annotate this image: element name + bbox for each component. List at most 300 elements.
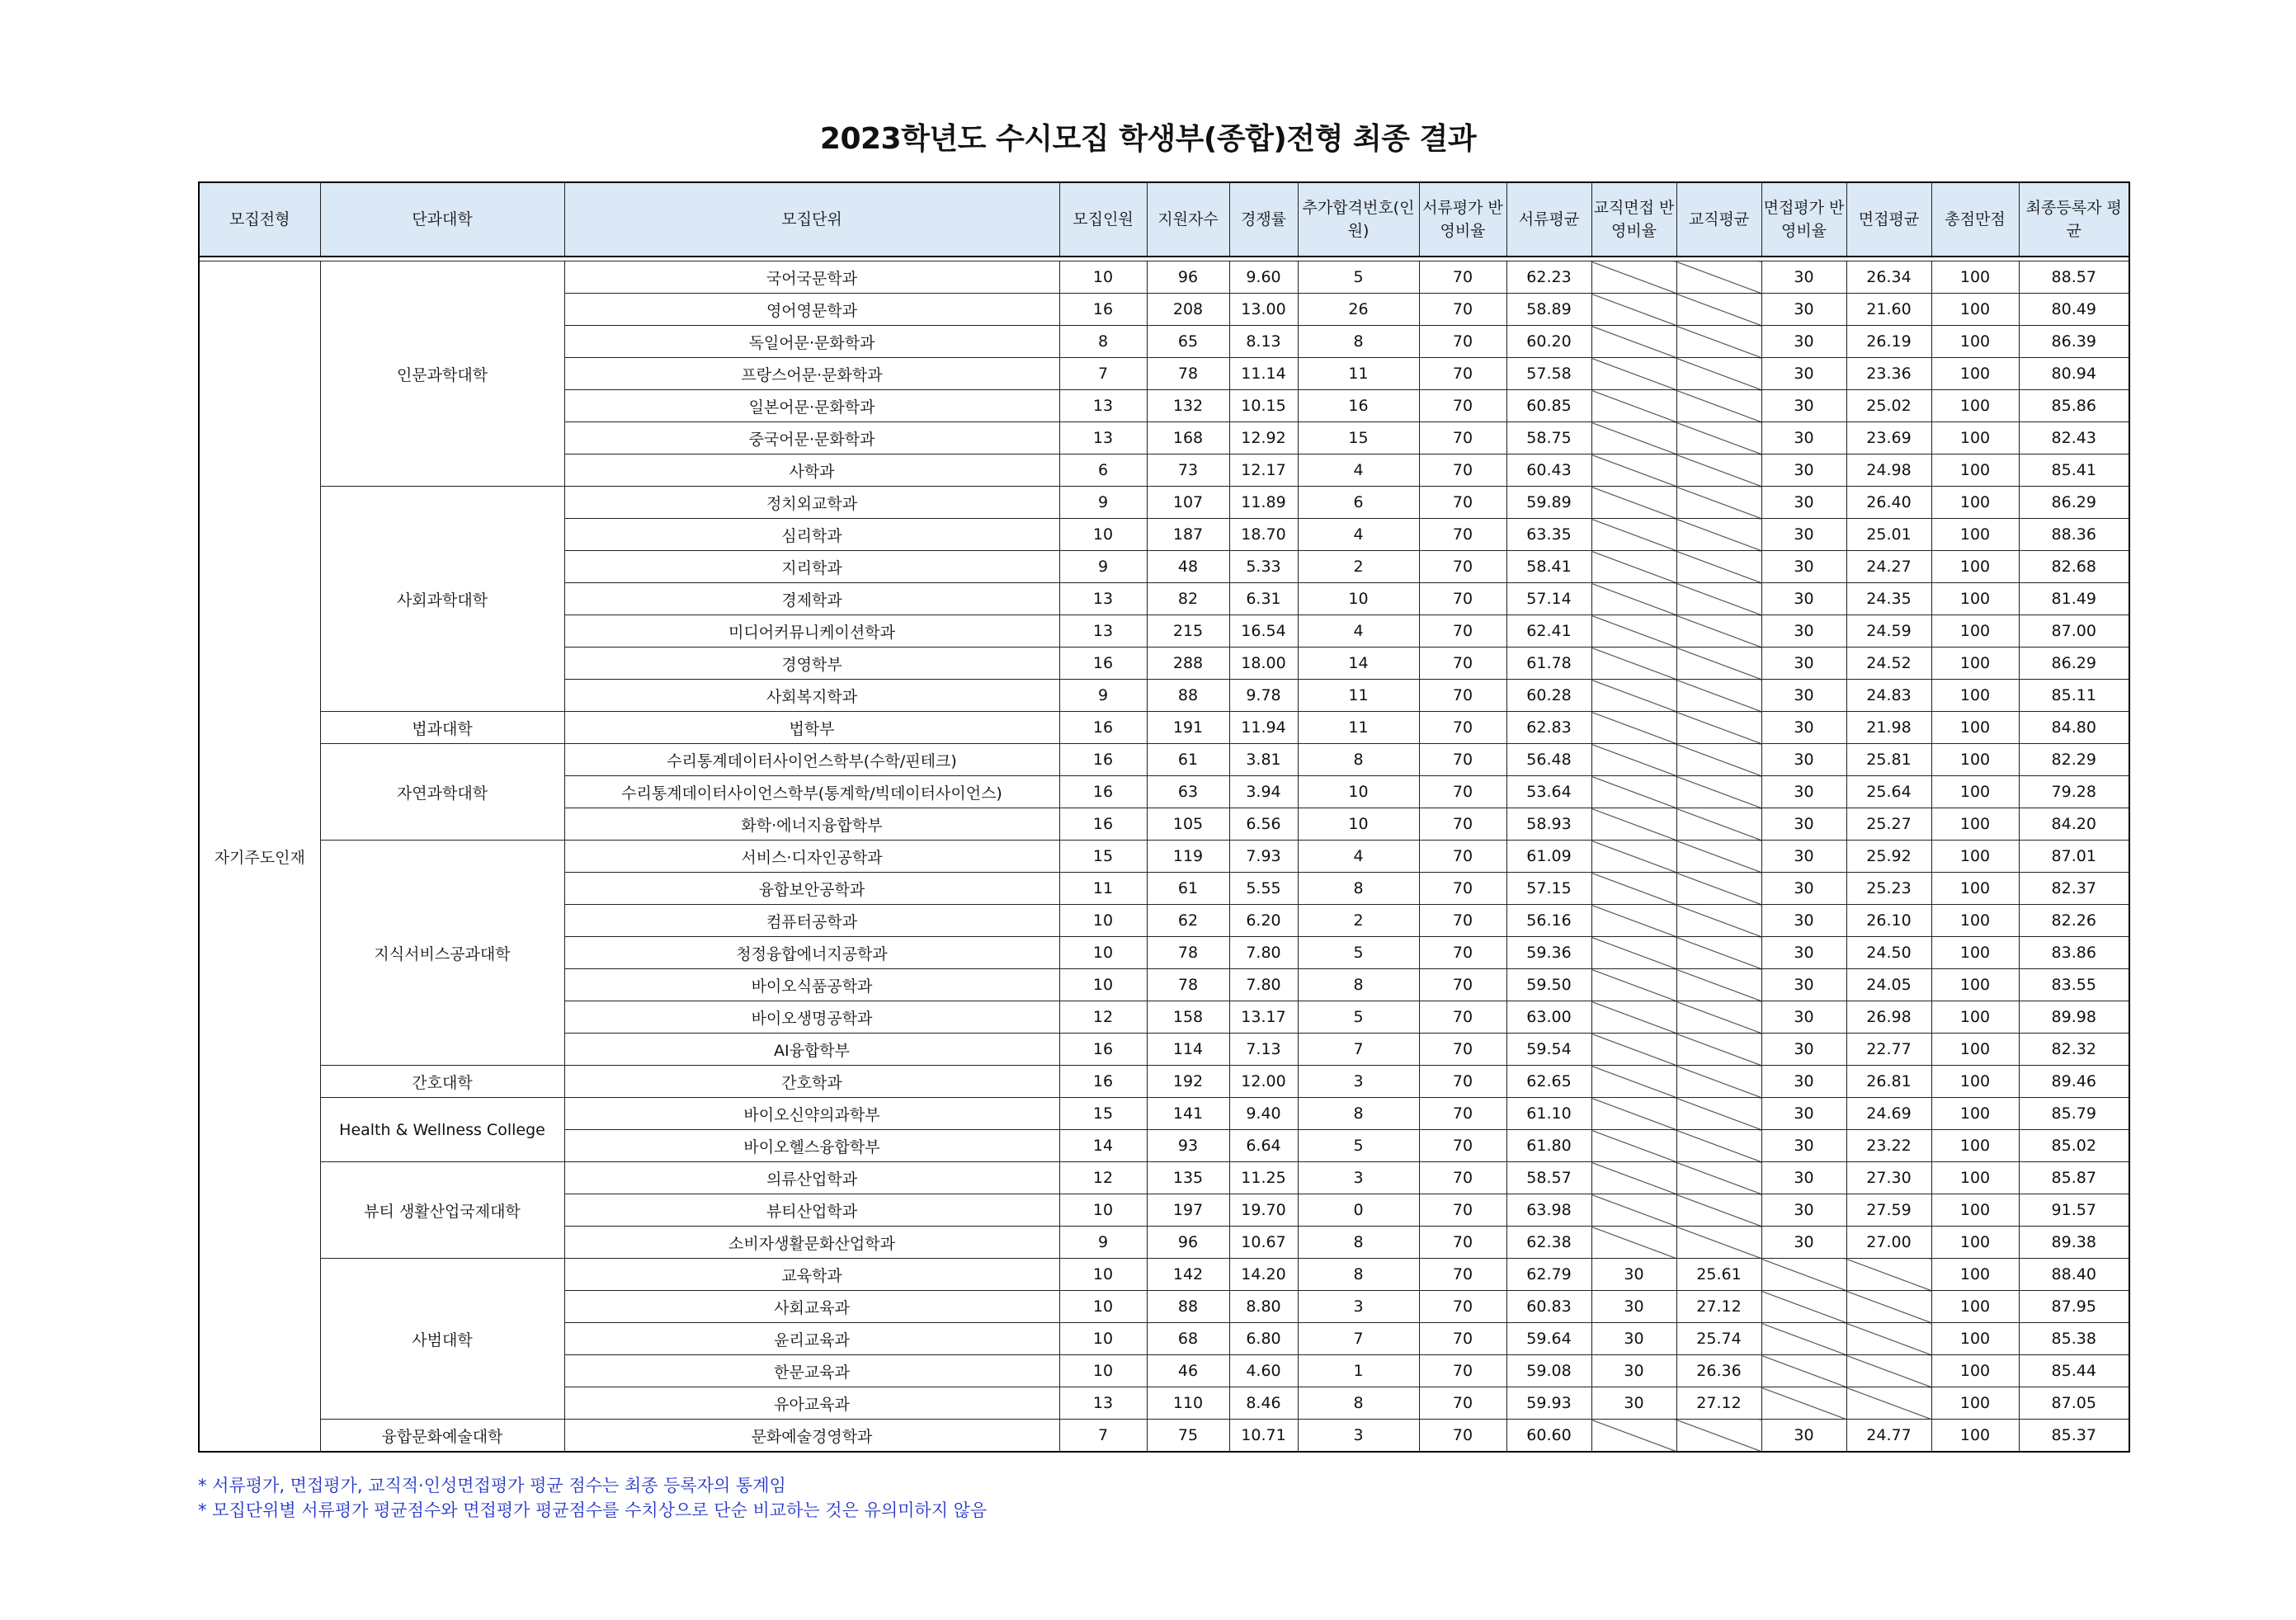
unit-cell: 유아교육과 bbox=[564, 1387, 1059, 1420]
int-weight-cell: 30 bbox=[1761, 1098, 1846, 1130]
total-cell: 100 bbox=[1931, 1162, 2019, 1194]
additional-cell: 8 bbox=[1298, 873, 1419, 905]
total-cell: 100 bbox=[1931, 454, 2019, 487]
int-avg-cell: 24.69 bbox=[1846, 1098, 1931, 1130]
doc-avg-cell: 62.23 bbox=[1506, 261, 1591, 294]
total-cell: 100 bbox=[1931, 1130, 2019, 1162]
quota-cell: 12 bbox=[1059, 1001, 1147, 1034]
admission-type-cell: 자기주도인재 bbox=[199, 261, 320, 1453]
quota-cell: 15 bbox=[1059, 1098, 1147, 1130]
unit-cell: 소비자생활문화산업학과 bbox=[564, 1227, 1059, 1259]
doc-avg-cell: 59.93 bbox=[1506, 1387, 1591, 1420]
quota-cell: 7 bbox=[1059, 358, 1147, 390]
quota-cell: 10 bbox=[1059, 969, 1147, 1001]
teach-weight-cell bbox=[1591, 422, 1676, 454]
int-avg-cell: 27.30 bbox=[1846, 1162, 1931, 1194]
college-cell: 사회과학대학 bbox=[320, 487, 564, 712]
doc-weight-cell: 70 bbox=[1419, 1227, 1506, 1259]
doc-avg-cell: 61.09 bbox=[1506, 841, 1591, 873]
teach-avg-cell bbox=[1676, 1034, 1761, 1066]
additional-cell: 8 bbox=[1298, 1259, 1419, 1291]
quota-cell: 14 bbox=[1059, 1130, 1147, 1162]
table-row bbox=[199, 1066, 2129, 1098]
unit-cell: 간호학과 bbox=[564, 1066, 1059, 1098]
doc-weight-cell: 70 bbox=[1419, 390, 1506, 422]
teach-avg-cell bbox=[1676, 390, 1761, 422]
unit-cell: 바이오식품공학과 bbox=[564, 969, 1059, 1001]
unit-cell: 윤리교육과 bbox=[564, 1323, 1059, 1355]
additional-cell: 8 bbox=[1298, 1387, 1419, 1420]
applicants-cell: 119 bbox=[1147, 841, 1229, 873]
total-cell: 100 bbox=[1931, 1194, 2019, 1227]
doc-avg-cell: 60.43 bbox=[1506, 454, 1591, 487]
additional-cell: 8 bbox=[1298, 1098, 1419, 1130]
teach-avg-cell bbox=[1676, 1194, 1761, 1227]
quota-cell: 8 bbox=[1059, 326, 1147, 358]
additional-cell: 1 bbox=[1298, 1355, 1419, 1387]
additional-cell: 4 bbox=[1298, 841, 1419, 873]
int-avg-cell bbox=[1846, 1355, 1931, 1387]
quota-cell: 6 bbox=[1059, 454, 1147, 487]
int-weight-cell: 30 bbox=[1761, 454, 1846, 487]
doc-weight-cell: 70 bbox=[1419, 841, 1506, 873]
int-avg-cell: 24.27 bbox=[1846, 551, 1931, 583]
doc-weight-cell: 70 bbox=[1419, 422, 1506, 454]
total-cell: 100 bbox=[1931, 841, 2019, 873]
ratio-cell: 10.15 bbox=[1229, 390, 1298, 422]
final-avg-cell: 89.98 bbox=[2019, 1001, 2129, 1034]
teach-avg-cell bbox=[1676, 905, 1761, 937]
unit-cell: AI융합학부 bbox=[564, 1034, 1059, 1066]
total-cell: 100 bbox=[1931, 937, 2019, 969]
unit-cell: 화학·에너지융합학부 bbox=[564, 808, 1059, 841]
total-cell: 100 bbox=[1931, 905, 2019, 937]
doc-weight-cell: 70 bbox=[1419, 1130, 1506, 1162]
ratio-cell: 10.67 bbox=[1229, 1227, 1298, 1259]
additional-cell: 5 bbox=[1298, 261, 1419, 294]
teach-weight-cell bbox=[1591, 1162, 1676, 1194]
unit-cell: 정치외교학과 bbox=[564, 487, 1059, 519]
unit-cell: 바이오헬스융합학부 bbox=[564, 1130, 1059, 1162]
applicants-cell: 82 bbox=[1147, 583, 1229, 615]
additional-cell: 8 bbox=[1298, 326, 1419, 358]
unit-cell: 중국어문·문화학과 bbox=[564, 422, 1059, 454]
int-avg-cell bbox=[1846, 1323, 1931, 1355]
ratio-cell: 7.80 bbox=[1229, 969, 1298, 1001]
ratio-cell: 13.00 bbox=[1229, 294, 1298, 326]
applicants-cell: 197 bbox=[1147, 1194, 1229, 1227]
applicants-cell: 110 bbox=[1147, 1387, 1229, 1420]
doc-avg-cell: 57.58 bbox=[1506, 358, 1591, 390]
doc-avg-cell: 59.54 bbox=[1506, 1034, 1591, 1066]
int-avg-cell: 25.23 bbox=[1846, 873, 1931, 905]
final-avg-cell: 85.44 bbox=[2019, 1355, 2129, 1387]
teach-avg-cell bbox=[1676, 615, 1761, 648]
teach-weight-cell bbox=[1591, 1420, 1676, 1453]
applicants-cell: 73 bbox=[1147, 454, 1229, 487]
applicants-cell: 96 bbox=[1147, 1227, 1229, 1259]
teach-avg-cell bbox=[1676, 1098, 1761, 1130]
quota-cell: 10 bbox=[1059, 519, 1147, 551]
total-cell: 100 bbox=[1931, 680, 2019, 712]
applicants-cell: 88 bbox=[1147, 680, 1229, 712]
additional-cell: 4 bbox=[1298, 454, 1419, 487]
int-weight-cell: 30 bbox=[1761, 583, 1846, 615]
table-row bbox=[199, 841, 2129, 873]
doc-avg-cell: 53.64 bbox=[1506, 776, 1591, 808]
header-ratio: 경쟁률 bbox=[1229, 182, 1298, 257]
applicants-cell: 142 bbox=[1147, 1259, 1229, 1291]
header-additional: 추가합격번호(인원) bbox=[1298, 182, 1419, 257]
total-cell: 100 bbox=[1931, 1259, 2019, 1291]
table-row bbox=[199, 744, 2129, 776]
int-avg-cell: 24.77 bbox=[1846, 1420, 1931, 1453]
int-weight-cell: 30 bbox=[1761, 744, 1846, 776]
ratio-cell: 19.70 bbox=[1229, 1194, 1298, 1227]
teach-avg-cell bbox=[1676, 261, 1761, 294]
doc-weight-cell: 70 bbox=[1419, 937, 1506, 969]
doc-avg-cell: 58.89 bbox=[1506, 294, 1591, 326]
quota-cell: 10 bbox=[1059, 1355, 1147, 1387]
teach-weight-cell bbox=[1591, 648, 1676, 680]
ratio-cell: 4.60 bbox=[1229, 1355, 1298, 1387]
ratio-cell: 11.25 bbox=[1229, 1162, 1298, 1194]
applicants-cell: 141 bbox=[1147, 1098, 1229, 1130]
additional-cell: 11 bbox=[1298, 358, 1419, 390]
int-weight-cell: 30 bbox=[1761, 551, 1846, 583]
int-weight-cell bbox=[1761, 1323, 1846, 1355]
teach-avg-cell: 26.36 bbox=[1676, 1355, 1761, 1387]
doc-avg-cell: 60.85 bbox=[1506, 390, 1591, 422]
int-weight-cell bbox=[1761, 1355, 1846, 1387]
int-weight-cell: 30 bbox=[1761, 1034, 1846, 1066]
quota-cell: 13 bbox=[1059, 1387, 1147, 1420]
int-weight-cell: 30 bbox=[1761, 261, 1846, 294]
int-avg-cell: 24.50 bbox=[1846, 937, 1931, 969]
teach-avg-cell bbox=[1676, 519, 1761, 551]
total-cell: 100 bbox=[1931, 583, 2019, 615]
additional-cell: 5 bbox=[1298, 1130, 1419, 1162]
final-avg-cell: 85.79 bbox=[2019, 1098, 2129, 1130]
teach-avg-cell bbox=[1676, 776, 1761, 808]
total-cell: 100 bbox=[1931, 1291, 2019, 1323]
int-weight-cell: 30 bbox=[1761, 776, 1846, 808]
additional-cell: 6 bbox=[1298, 487, 1419, 519]
final-avg-cell: 89.46 bbox=[2019, 1066, 2129, 1098]
doc-avg-cell: 60.60 bbox=[1506, 1420, 1591, 1453]
int-weight-cell: 30 bbox=[1761, 841, 1846, 873]
ratio-cell: 6.80 bbox=[1229, 1323, 1298, 1355]
header-teach-weight: 교직면접 반영비율 bbox=[1591, 182, 1676, 257]
teach-avg-cell bbox=[1676, 712, 1761, 744]
college-cell: 인문과학대학 bbox=[320, 261, 564, 487]
doc-avg-cell: 59.36 bbox=[1506, 937, 1591, 969]
quota-cell: 16 bbox=[1059, 808, 1147, 841]
doc-avg-cell: 61.10 bbox=[1506, 1098, 1591, 1130]
quota-cell: 16 bbox=[1059, 712, 1147, 744]
doc-weight-cell: 70 bbox=[1419, 261, 1506, 294]
final-avg-cell: 85.87 bbox=[2019, 1162, 2129, 1194]
doc-weight-cell: 70 bbox=[1419, 1291, 1506, 1323]
int-avg-cell: 25.81 bbox=[1846, 744, 1931, 776]
applicants-cell: 75 bbox=[1147, 1420, 1229, 1453]
total-cell: 100 bbox=[1931, 551, 2019, 583]
header-doc-weight: 서류평가 반영비율 bbox=[1419, 182, 1506, 257]
total-cell: 100 bbox=[1931, 326, 2019, 358]
quota-cell: 16 bbox=[1059, 1066, 1147, 1098]
teach-weight-cell bbox=[1591, 1194, 1676, 1227]
teach-avg-cell bbox=[1676, 583, 1761, 615]
ratio-cell: 7.13 bbox=[1229, 1034, 1298, 1066]
college-cell: 융합문화예술대학 bbox=[320, 1420, 564, 1453]
table-body bbox=[199, 257, 2129, 1452]
teach-avg-cell bbox=[1676, 358, 1761, 390]
doc-avg-cell: 61.78 bbox=[1506, 648, 1591, 680]
teach-weight-cell bbox=[1591, 937, 1676, 969]
teach-weight-cell bbox=[1591, 454, 1676, 487]
unit-cell: 융합보안공학과 bbox=[564, 873, 1059, 905]
doc-avg-cell: 62.38 bbox=[1506, 1227, 1591, 1259]
applicants-cell: 61 bbox=[1147, 873, 1229, 905]
table-header-row bbox=[199, 182, 2129, 257]
table-row bbox=[199, 1162, 2129, 1194]
doc-weight-cell: 70 bbox=[1419, 326, 1506, 358]
teach-weight-cell bbox=[1591, 1066, 1676, 1098]
int-weight-cell: 30 bbox=[1761, 808, 1846, 841]
int-weight-cell: 30 bbox=[1761, 1162, 1846, 1194]
teach-avg-cell bbox=[1676, 680, 1761, 712]
unit-cell: 바이오신약의과학부 bbox=[564, 1098, 1059, 1130]
quota-cell: 13 bbox=[1059, 390, 1147, 422]
int-avg-cell: 23.36 bbox=[1846, 358, 1931, 390]
additional-cell: 26 bbox=[1298, 294, 1419, 326]
ratio-cell: 12.92 bbox=[1229, 422, 1298, 454]
header-applicants: 지원자수 bbox=[1147, 182, 1229, 257]
int-weight-cell: 30 bbox=[1761, 1066, 1846, 1098]
additional-cell: 0 bbox=[1298, 1194, 1419, 1227]
doc-weight-cell: 70 bbox=[1419, 454, 1506, 487]
quota-cell: 10 bbox=[1059, 1259, 1147, 1291]
applicants-cell: 135 bbox=[1147, 1162, 1229, 1194]
unit-cell: 수리통계데이터사이언스학부(통계학/빅데이터사이언스) bbox=[564, 776, 1059, 808]
int-avg-cell: 26.98 bbox=[1846, 1001, 1931, 1034]
teach-weight-cell bbox=[1591, 969, 1676, 1001]
quota-cell: 16 bbox=[1059, 776, 1147, 808]
int-avg-cell: 24.59 bbox=[1846, 615, 1931, 648]
teach-avg-cell bbox=[1676, 648, 1761, 680]
int-weight-cell: 30 bbox=[1761, 937, 1846, 969]
int-weight-cell: 30 bbox=[1761, 390, 1846, 422]
int-avg-cell: 25.02 bbox=[1846, 390, 1931, 422]
final-avg-cell: 85.41 bbox=[2019, 454, 2129, 487]
teach-weight-cell bbox=[1591, 1130, 1676, 1162]
teach-weight-cell bbox=[1591, 519, 1676, 551]
doc-weight-cell: 70 bbox=[1419, 1323, 1506, 1355]
total-cell: 100 bbox=[1931, 294, 2019, 326]
teach-weight-cell bbox=[1591, 905, 1676, 937]
final-avg-cell: 82.26 bbox=[2019, 905, 2129, 937]
doc-weight-cell: 70 bbox=[1419, 1066, 1506, 1098]
total-cell: 100 bbox=[1931, 261, 2019, 294]
ratio-cell: 5.55 bbox=[1229, 873, 1298, 905]
total-cell: 100 bbox=[1931, 1227, 2019, 1259]
int-avg-cell: 24.98 bbox=[1846, 454, 1931, 487]
total-cell: 100 bbox=[1931, 358, 2019, 390]
applicants-cell: 62 bbox=[1147, 905, 1229, 937]
doc-weight-cell: 70 bbox=[1419, 487, 1506, 519]
int-avg-cell: 24.05 bbox=[1846, 969, 1931, 1001]
additional-cell: 2 bbox=[1298, 905, 1419, 937]
ratio-cell: 18.70 bbox=[1229, 519, 1298, 551]
final-avg-cell: 87.01 bbox=[2019, 841, 2129, 873]
doc-weight-cell: 70 bbox=[1419, 551, 1506, 583]
teach-avg-cell bbox=[1676, 1420, 1761, 1453]
total-cell: 100 bbox=[1931, 1066, 2019, 1098]
total-cell: 100 bbox=[1931, 390, 2019, 422]
final-avg-cell: 84.80 bbox=[2019, 712, 2129, 744]
int-avg-cell: 22.77 bbox=[1846, 1034, 1931, 1066]
doc-avg-cell: 59.64 bbox=[1506, 1323, 1591, 1355]
quota-cell: 10 bbox=[1059, 1291, 1147, 1323]
final-avg-cell: 83.86 bbox=[2019, 937, 2129, 969]
doc-avg-cell: 57.15 bbox=[1506, 873, 1591, 905]
teach-weight-cell bbox=[1591, 841, 1676, 873]
int-weight-cell: 30 bbox=[1761, 487, 1846, 519]
additional-cell: 3 bbox=[1298, 1066, 1419, 1098]
total-cell: 100 bbox=[1931, 1420, 2019, 1453]
applicants-cell: 105 bbox=[1147, 808, 1229, 841]
doc-avg-cell: 59.50 bbox=[1506, 969, 1591, 1001]
int-weight-cell: 30 bbox=[1761, 615, 1846, 648]
footnote: * 모집단위별 서류평가 평균점수와 면접평가 평균점수를 수치상으로 단순 비교하는 것은 유의미하지 않음 bbox=[198, 1500, 988, 1520]
additional-cell: 5 bbox=[1298, 937, 1419, 969]
applicants-cell: 46 bbox=[1147, 1355, 1229, 1387]
unit-cell: 프랑스어문·문화학과 bbox=[564, 358, 1059, 390]
ratio-cell: 12.00 bbox=[1229, 1066, 1298, 1098]
quota-cell: 9 bbox=[1059, 1227, 1147, 1259]
final-avg-cell: 82.29 bbox=[2019, 744, 2129, 776]
final-avg-cell: 91.57 bbox=[2019, 1194, 2129, 1227]
int-avg-cell: 23.22 bbox=[1846, 1130, 1931, 1162]
applicants-cell: 168 bbox=[1147, 422, 1229, 454]
doc-avg-cell: 60.83 bbox=[1506, 1291, 1591, 1323]
quota-cell: 16 bbox=[1059, 294, 1147, 326]
int-avg-cell bbox=[1846, 1387, 1931, 1420]
quota-cell: 10 bbox=[1059, 261, 1147, 294]
teach-weight-cell bbox=[1591, 680, 1676, 712]
quota-cell: 10 bbox=[1059, 937, 1147, 969]
ratio-cell: 6.56 bbox=[1229, 808, 1298, 841]
teach-avg-cell bbox=[1676, 841, 1761, 873]
ratio-cell: 8.13 bbox=[1229, 326, 1298, 358]
unit-cell: 영어영문학과 bbox=[564, 294, 1059, 326]
page-title: 2023학년도 수시모집 학생부(종합)전형 최종 결과 bbox=[819, 122, 1477, 156]
college-cell: 뷰티 생활산업국제대학 bbox=[320, 1162, 564, 1259]
ratio-cell: 16.54 bbox=[1229, 615, 1298, 648]
teach-weight-cell bbox=[1591, 1098, 1676, 1130]
teach-avg-cell bbox=[1676, 1066, 1761, 1098]
quota-cell: 15 bbox=[1059, 841, 1147, 873]
unit-cell: 일본어문·문화학과 bbox=[564, 390, 1059, 422]
quota-cell: 9 bbox=[1059, 551, 1147, 583]
ratio-cell: 9.78 bbox=[1229, 680, 1298, 712]
teach-weight-cell bbox=[1591, 615, 1676, 648]
ratio-cell: 11.14 bbox=[1229, 358, 1298, 390]
header-int-avg: 면접평균 bbox=[1846, 182, 1931, 257]
unit-cell: 문화예술경영학과 bbox=[564, 1420, 1059, 1453]
int-avg-cell: 26.40 bbox=[1846, 487, 1931, 519]
int-avg-cell: 21.60 bbox=[1846, 294, 1931, 326]
doc-avg-cell: 60.28 bbox=[1506, 680, 1591, 712]
int-weight-cell: 30 bbox=[1761, 294, 1846, 326]
int-avg-cell: 21.98 bbox=[1846, 712, 1931, 744]
doc-weight-cell: 70 bbox=[1419, 1355, 1506, 1387]
doc-avg-cell: 58.75 bbox=[1506, 422, 1591, 454]
ratio-cell: 6.20 bbox=[1229, 905, 1298, 937]
total-cell: 100 bbox=[1931, 873, 2019, 905]
unit-cell: 경영학부 bbox=[564, 648, 1059, 680]
applicants-cell: 48 bbox=[1147, 551, 1229, 583]
header-unit: 모집단위 bbox=[564, 182, 1059, 257]
unit-cell: 바이오생명공학과 bbox=[564, 1001, 1059, 1034]
quota-cell: 7 bbox=[1059, 1420, 1147, 1453]
quota-cell: 13 bbox=[1059, 615, 1147, 648]
applicants-cell: 78 bbox=[1147, 937, 1229, 969]
applicants-cell: 93 bbox=[1147, 1130, 1229, 1162]
doc-weight-cell: 70 bbox=[1419, 680, 1506, 712]
quota-cell: 9 bbox=[1059, 487, 1147, 519]
quota-cell: 10 bbox=[1059, 1323, 1147, 1355]
teach-weight-cell bbox=[1591, 583, 1676, 615]
doc-avg-cell: 59.08 bbox=[1506, 1355, 1591, 1387]
college-cell: Health & Wellness College bbox=[320, 1098, 564, 1162]
footnotes bbox=[198, 1473, 987, 1523]
teach-avg-cell bbox=[1676, 873, 1761, 905]
doc-avg-cell: 58.57 bbox=[1506, 1162, 1591, 1194]
quota-cell: 9 bbox=[1059, 680, 1147, 712]
int-avg-cell: 24.83 bbox=[1846, 680, 1931, 712]
applicants-cell: 215 bbox=[1147, 615, 1229, 648]
ratio-cell: 12.17 bbox=[1229, 454, 1298, 487]
applicants-cell: 208 bbox=[1147, 294, 1229, 326]
int-weight-cell: 30 bbox=[1761, 422, 1846, 454]
total-cell: 100 bbox=[1931, 1355, 2019, 1387]
doc-weight-cell: 70 bbox=[1419, 615, 1506, 648]
doc-weight-cell: 70 bbox=[1419, 648, 1506, 680]
int-avg-cell: 24.35 bbox=[1846, 583, 1931, 615]
teach-weight-cell: 30 bbox=[1591, 1323, 1676, 1355]
additional-cell: 10 bbox=[1298, 776, 1419, 808]
additional-cell: 3 bbox=[1298, 1162, 1419, 1194]
doc-weight-cell: 70 bbox=[1419, 1387, 1506, 1420]
doc-avg-cell: 62.79 bbox=[1506, 1259, 1591, 1291]
unit-cell: 한문교육과 bbox=[564, 1355, 1059, 1387]
header-college: 단과대학 bbox=[320, 182, 564, 257]
table-row bbox=[199, 1259, 2129, 1291]
unit-cell: 서비스·디자인공학과 bbox=[564, 841, 1059, 873]
doc-weight-cell: 70 bbox=[1419, 808, 1506, 841]
doc-weight-cell: 70 bbox=[1419, 969, 1506, 1001]
applicants-cell: 132 bbox=[1147, 390, 1229, 422]
quota-cell: 12 bbox=[1059, 1162, 1147, 1194]
final-avg-cell: 87.95 bbox=[2019, 1291, 2129, 1323]
total-cell: 100 bbox=[1931, 519, 2019, 551]
teach-avg-cell bbox=[1676, 1162, 1761, 1194]
doc-avg-cell: 62.41 bbox=[1506, 615, 1591, 648]
additional-cell: 15 bbox=[1298, 422, 1419, 454]
final-avg-cell: 88.40 bbox=[2019, 1259, 2129, 1291]
quota-cell: 11 bbox=[1059, 873, 1147, 905]
